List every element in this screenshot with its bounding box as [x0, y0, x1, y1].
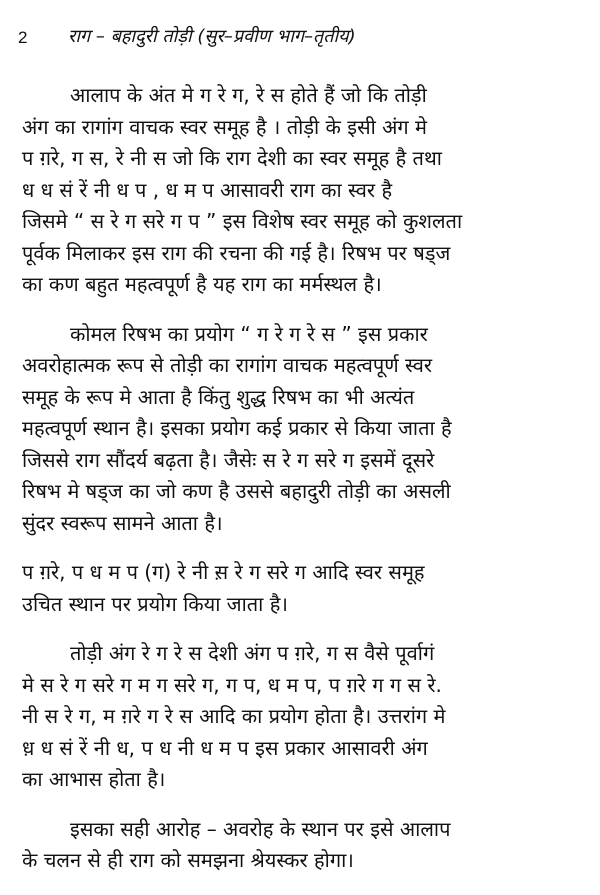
paragraph-5 [22, 814, 588, 877]
text-line: ध ध सं रें नी ध प , ध म प आसावरी राग का स्वर है [22, 177, 393, 202]
text-line: उचित स्थान पर प्रयोग किया जाता है। [22, 591, 288, 616]
text-line: सुंदर स्वरूप सामने आता है। [22, 510, 223, 535]
paragraph-3 [22, 557, 588, 620]
text-line: का कण बहुत महत्वपूर्ण है यह राग का मर्मस्थल है। [22, 272, 382, 296]
text-line: अंग का रागांग वाचक स्वर समूह है । तोड़ी के इसी अंग मे [22, 114, 428, 139]
paragraph-2 [22, 319, 588, 540]
text-line: इसका सही आरोह – अवरोह के स्थान पर इसे आलाप [70, 816, 451, 841]
text-line: के चलन से ही राग को समझना श्रेयस्कर होगा। [22, 848, 354, 872]
text-line: तोड़ी अंग रे ग रे स देशी अंग प ग़रे, ग स वैसे पूर्वागं [70, 641, 435, 665]
text-line: प ग़रे, ग स, रे नी स जो कि राग देशी का स्वर समूह है तथा [22, 146, 442, 170]
text-line: महत्वपूर्ण स्थान है। इसका प्रयोग कई प्रकार से किया जाता है [22, 416, 452, 440]
text-line: जिससे राग सौंदर्य बढ़ता है। जैसेः स रे ग सरे ग इसमें दूसरे [22, 447, 435, 472]
running-title: राग – बहादुरी तोड़ी (सुर–प्रवीण भाग–तृतीय) [68, 26, 356, 47]
text-line: नी स रे ग, म ग़रे ग रे स आदि का प्रयोग होता है। उत्तरांग मे [22, 704, 446, 728]
paragraph-4 [22, 638, 588, 796]
text-line: जिसमे “ स रे ग सरे ग प ” इस विशेष स्वर समूह को कुशलता [22, 209, 463, 233]
text-line: मे स रे ग सरे ग म ग सरे ग, ग प, ध म प, प ग़रे ग ग स रे. [22, 672, 442, 697]
text-line: कोमल रिषभ का प्रयोग “ ग रे ग रे स ” इस प्रकार [70, 321, 428, 346]
paragraph-1 [22, 80, 588, 301]
text-line: आलाप के अंत मे ग रे ग, रे स होते हैं जो कि तोड़ी [70, 83, 427, 107]
text-line: समूह के रूप मे आता है किंतु शुद्ध रिषभ का भी अत्यंत [22, 384, 415, 409]
page-number: 2 [18, 28, 28, 47]
body-text [22, 80, 588, 895]
text-line: ध़ ध सं रें नी ध, प ध नी ध म प इस प्रकार आसावरी अंग [22, 735, 428, 760]
page-header [0, 0, 600, 60]
text-line: पूर्वक मिलाकर इस राग की रचना की गई है। रिषभ पर षड्ज [22, 240, 451, 265]
text-line: प ग़रे, प ध म प (ग) रे नी स़ रे ग सरे ग आदि स्वर समूह [22, 560, 425, 584]
text-line: अवरोहात्मक रूप से तोड़ी का रागांग वाचक महत्वपूर्ण स्वर [22, 353, 433, 377]
text-line: का आभास होता है। [22, 767, 166, 791]
text-line: रिषभ मे षड्ज का जो कण है उससे बहादुरी तोड़ी का असली [22, 479, 451, 503]
